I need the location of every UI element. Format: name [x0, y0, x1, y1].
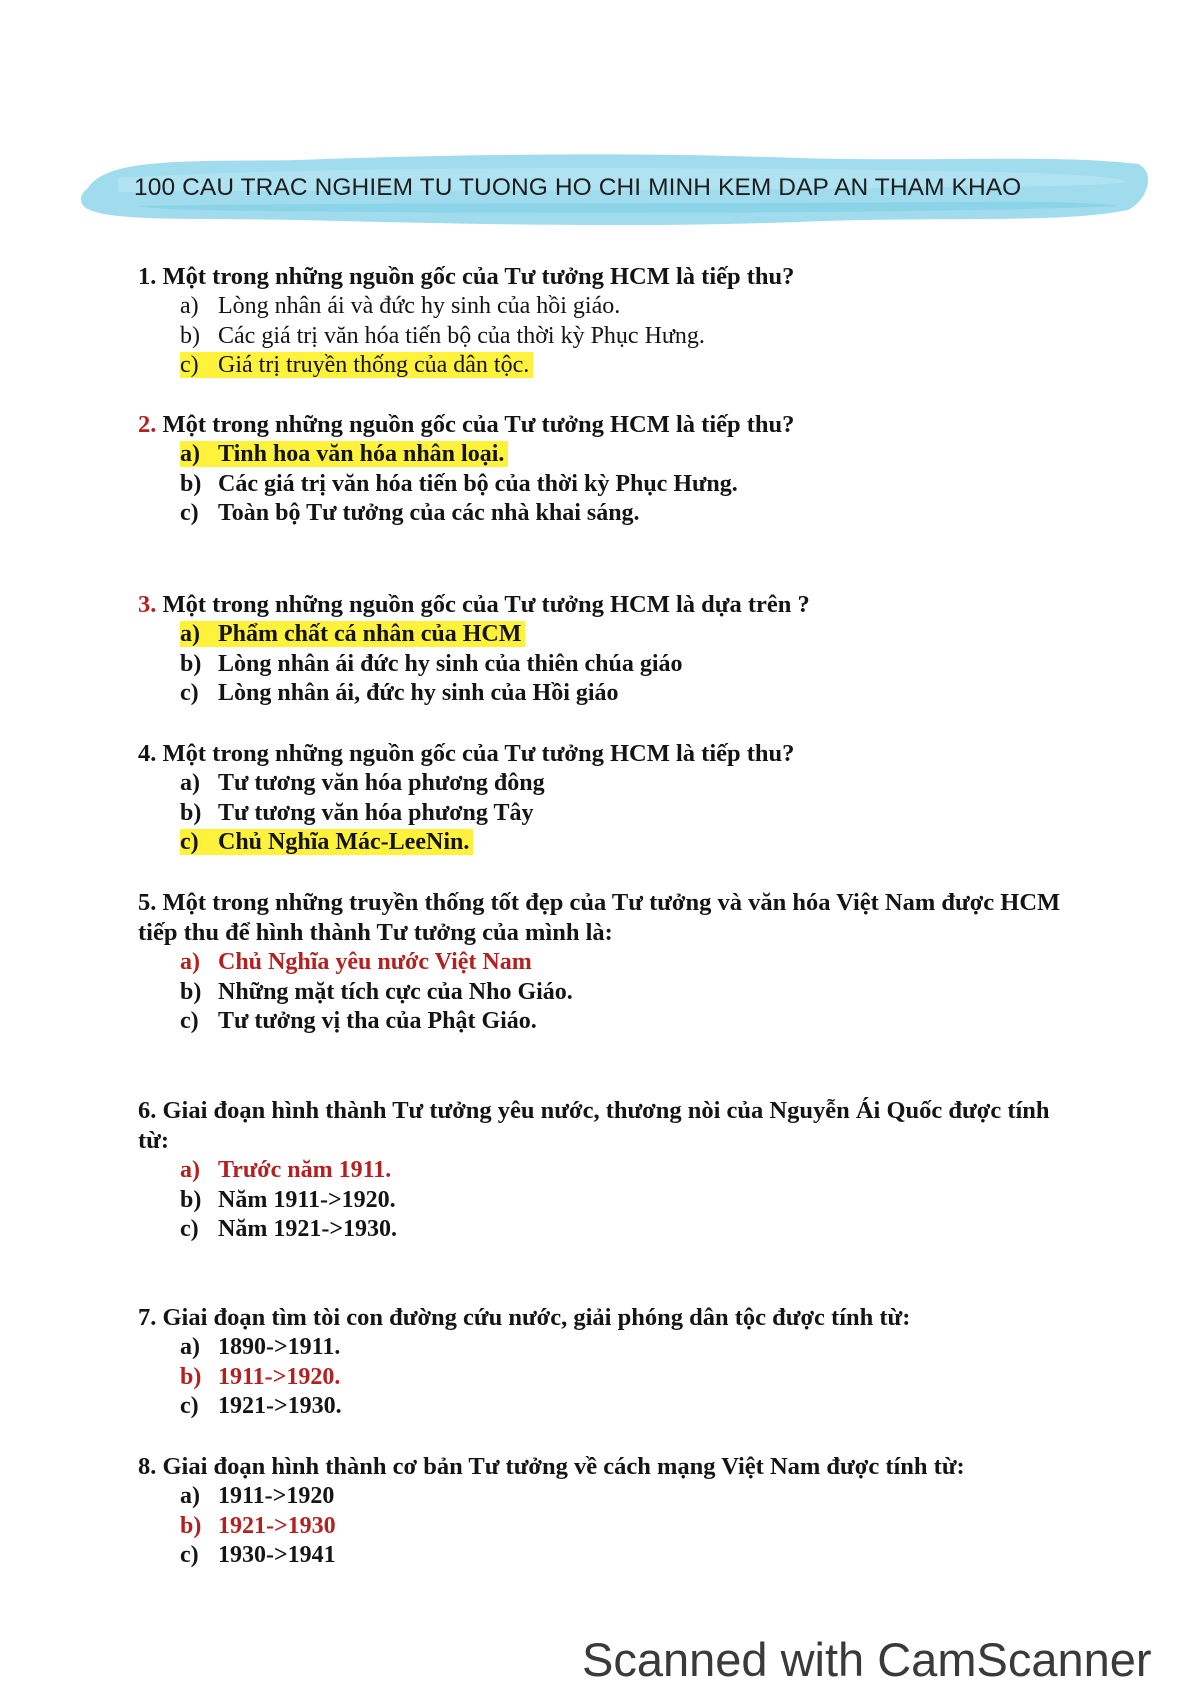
question-text: Giai đoạn hình thành cơ bản Tư tưởng về cách mạng Việt Nam được tính từ: — [162, 1453, 965, 1480]
option-c: c) Toàn bộ Tư tưởng của các nhà khai sáng. — [180, 500, 640, 526]
option-a-answer: a) Phẩm chất cá nhân của HCM — [138, 620, 1068, 650]
question-text: Một trong những nguồn gốc của Tư tưởng HCM là tiếp thu? — [162, 740, 795, 767]
question-stem — [138, 1303, 1068, 1333]
option-a-answer: a) Chủ Nghĩa yêu nước Việt Nam — [180, 949, 532, 975]
option-c: c) 1921->1930. — [180, 1393, 342, 1419]
question-number: 6. — [138, 1097, 157, 1124]
option-b: b) Những mặt tích cực của Nho Giáo. — [180, 978, 573, 1005]
question-4 — [138, 739, 1068, 858]
option-b-answer: b) 1911->1920. — [180, 1363, 341, 1390]
option-a: a) 1911->1920 — [180, 1483, 335, 1509]
option-a-answer: a) Trước năm 1911. — [180, 1157, 392, 1183]
question-number: 1. — [138, 263, 157, 290]
question-stem — [138, 262, 1068, 292]
question-number: 2. — [138, 411, 157, 438]
question-2 — [138, 410, 1068, 529]
question-number: 8. — [138, 1453, 157, 1480]
question-stem — [138, 1096, 1068, 1156]
question-text: Giai đoạn hình thành Tư tưởng yêu nước, thương nòi của Nguyễn Ái Quốc được tính từ: — [138, 1097, 1050, 1154]
question-text: Một trong những nguồn gốc của Tư tưởng HCM là tiếp thu? — [162, 263, 795, 290]
option-b: b) Năm 1911->1920. — [180, 1186, 396, 1213]
question-stem — [138, 590, 1068, 620]
question-stem — [138, 739, 1068, 769]
title-banner — [78, 148, 1153, 230]
option-b: b) Các giá trị văn hóa tiến bộ của thời kỳ Phục Hưng. — [180, 470, 738, 497]
question-3 — [138, 590, 1068, 709]
question-number: 7. — [138, 1304, 157, 1331]
option-a-answer: a) Tinh hoa văn hóa nhân loại. — [138, 440, 1068, 470]
option-a: a) Lòng nhân ái và đức hy sinh của hồi giáo. — [180, 293, 621, 319]
option-b: b) Lòng nhân ái đức hy sinh của thiên chúa giáo — [180, 650, 683, 677]
question-number: 3. — [138, 591, 157, 618]
option-c: c) Lòng nhân ái, đức hy sinh của Hồi giáo — [180, 680, 619, 706]
option-c: c) Tư tưởng vị tha của Phật Giáo. — [180, 1008, 537, 1034]
document-title: 100 CAU TRAC NGHIEM TU TUONG HO CHI MINH KEM DAP AN THAM KHAO — [134, 174, 1022, 201]
option-a: a) 1890->1911. — [180, 1334, 341, 1360]
question-number: 5. — [138, 889, 157, 916]
option-b-answer: b) 1921->1930 — [180, 1512, 336, 1539]
option-c-answer: c) Giá trị truyền thống của dân tộc. — [138, 351, 1068, 381]
question-6 — [138, 1096, 1068, 1245]
question-5 — [138, 888, 1068, 1037]
question-8 — [138, 1452, 1068, 1571]
question-stem — [138, 410, 1068, 440]
question-number: 4. — [138, 740, 157, 767]
question-text: Một trong những truyền thống tốt đẹp của Tư tưởng và văn hóa Việt Nam được HCM tiếp thu để hình thành Tư tưởng của mình là: — [138, 889, 1061, 946]
question-text: Giai đoạn tìm tòi con đường cứu nước, giải phóng dân tộc được tính từ: — [162, 1304, 911, 1331]
question-text: Một trong những nguồn gốc của Tư tưởng HCM là tiếp thu? — [162, 411, 795, 438]
camscanner-watermark: Scanned with CamScanner — [582, 1633, 1152, 1686]
question-text: Một trong những nguồn gốc của Tư tưởng HCM là dựa trên ? — [162, 591, 810, 618]
option-b: b) Các giá trị văn hóa tiến bộ của thời kỳ Phục Hưng. — [180, 322, 705, 349]
question-stem — [138, 888, 1068, 948]
option-c: c) 1930->1941 — [180, 1542, 336, 1568]
question-1 — [138, 262, 1068, 381]
option-b: b) Tư tương văn hóa phương Tây — [180, 799, 534, 826]
option-a: a) Tư tương văn hóa phương đông — [180, 770, 545, 796]
question-stem — [138, 1452, 1068, 1482]
option-c-answer: c) Chủ Nghĩa Mác-LeeNin. — [138, 828, 1068, 858]
option-c: c) Năm 1921->1930. — [180, 1216, 397, 1242]
question-7 — [138, 1303, 1068, 1422]
